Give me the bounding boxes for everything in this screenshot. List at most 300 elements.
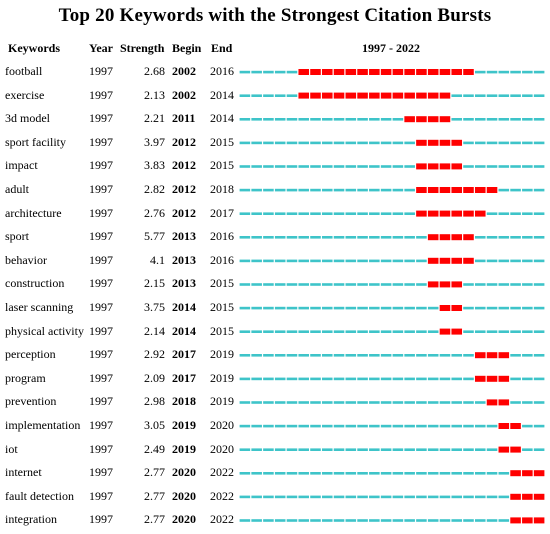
timeline-segment — [404, 401, 415, 404]
year-value: 1997 — [89, 158, 113, 173]
burst-segment — [499, 376, 510, 382]
timeline-segment — [416, 401, 427, 404]
timeline-segment — [322, 354, 333, 357]
timeline-segment — [369, 330, 380, 333]
timeline-segment — [428, 378, 439, 381]
timeline-segment — [287, 472, 298, 475]
year-value: 1997 — [89, 134, 113, 149]
timeline-segment — [381, 212, 392, 215]
burst-segment — [510, 517, 521, 523]
timeline-segment — [487, 330, 498, 333]
burst-segment — [499, 352, 510, 358]
keyword-label: physical activity — [5, 323, 84, 338]
timeline-segment — [510, 71, 521, 74]
burst-segment — [440, 187, 451, 193]
timeline-segment — [310, 283, 321, 286]
timeline-segment — [440, 496, 451, 499]
timeline-segment — [263, 519, 274, 522]
timeline-segment — [499, 94, 510, 97]
timeline-segment — [393, 236, 404, 239]
timeline-segment — [510, 94, 521, 97]
timeline-segment — [475, 330, 486, 333]
end-year: 2020 — [210, 418, 234, 432]
timeline-segment — [251, 260, 262, 263]
timeline-segment — [393, 260, 404, 263]
timeline-segment — [451, 118, 462, 121]
burst-segment — [334, 69, 345, 75]
timeline-segment — [510, 354, 521, 357]
year-value: 1997 — [89, 441, 113, 456]
year-value: 1997 — [89, 182, 113, 196]
timeline-segment — [522, 260, 533, 263]
timeline-segment — [522, 401, 533, 404]
timeline-segment — [499, 165, 510, 168]
burst-segment — [334, 93, 345, 99]
strength-value: 2.92 — [144, 347, 165, 362]
timeline-segment — [381, 260, 392, 263]
timeline-segment — [287, 118, 298, 121]
timeline-segment — [346, 236, 357, 239]
end-year: 2022 — [210, 488, 234, 503]
timeline-segment — [381, 142, 392, 145]
timeline-segment — [240, 94, 251, 97]
burst-segment — [369, 69, 380, 75]
timeline-segment — [240, 142, 251, 145]
timeline-segment — [534, 354, 545, 357]
strength-value: 2.98 — [144, 394, 165, 409]
end-year: 2015 — [210, 300, 234, 314]
timeline-segment — [381, 448, 392, 451]
keyword-label: prevention — [5, 394, 57, 409]
keyword-label: perception — [5, 347, 56, 362]
timeline-segment — [499, 142, 510, 145]
timeline-segment — [487, 496, 498, 499]
timeline-segment — [428, 401, 439, 404]
timeline-segment — [334, 425, 345, 428]
keyword-label: adult — [5, 182, 29, 196]
timeline-segment — [369, 448, 380, 451]
timeline-segment — [334, 189, 345, 192]
timeline-segment — [499, 283, 510, 286]
header-timeline-range: 1997 - 2022 — [362, 41, 420, 55]
timeline-segment — [322, 260, 333, 263]
timeline-segment — [534, 236, 545, 239]
strength-value: 2.77 — [144, 512, 165, 527]
timeline-segment — [487, 307, 498, 310]
timeline-segment — [287, 378, 298, 381]
timeline-segment — [416, 330, 427, 333]
burst-segment — [416, 93, 427, 99]
timeline-segment — [416, 425, 427, 428]
keyword-label: fault detection — [5, 488, 74, 503]
timeline-segment — [381, 472, 392, 475]
timeline-segment — [275, 448, 286, 451]
keyword-label: integration — [5, 512, 57, 527]
timeline-segment — [263, 401, 274, 404]
timeline-segment — [522, 425, 533, 428]
timeline-segment — [534, 283, 545, 286]
burst-segment — [451, 140, 462, 146]
timeline-segment — [534, 330, 545, 333]
timeline-segment — [534, 142, 545, 145]
timeline-segment — [334, 496, 345, 499]
timeline-segment — [275, 260, 286, 263]
timeline-segment — [369, 354, 380, 357]
timeline-segment — [298, 472, 309, 475]
timeline-segment — [263, 142, 274, 145]
year-value: 1997 — [89, 394, 113, 409]
timeline-segment — [275, 283, 286, 286]
timeline-segment — [346, 519, 357, 522]
burst-segment — [475, 352, 486, 358]
timeline-segment — [369, 118, 380, 121]
header-year: Year — [89, 41, 113, 55]
timeline-segment — [357, 330, 368, 333]
timeline-segment — [334, 118, 345, 121]
begin-year: 2018 — [172, 394, 196, 409]
timeline-segment — [487, 212, 498, 215]
timeline-segment — [499, 212, 510, 215]
timeline-segment — [510, 165, 521, 168]
burst-segment — [451, 329, 462, 335]
timeline-segment — [251, 283, 262, 286]
timeline-segment — [463, 519, 474, 522]
keyword-label: impact — [5, 158, 38, 173]
timeline-segment — [275, 165, 286, 168]
timeline-segment — [322, 496, 333, 499]
timeline-segment — [463, 378, 474, 381]
timeline-segment — [334, 401, 345, 404]
timeline-segment — [522, 307, 533, 310]
timeline-segment — [475, 71, 486, 74]
end-year: 2015 — [210, 276, 234, 291]
timeline-segment — [440, 472, 451, 475]
begin-year: 2020 — [172, 488, 196, 503]
timeline-segment — [510, 118, 521, 121]
timeline-segment — [522, 448, 533, 451]
timeline-segment — [346, 354, 357, 357]
timeline-segment — [475, 448, 486, 451]
timeline-segment — [240, 307, 251, 310]
timeline-segment — [346, 448, 357, 451]
timeline-segment — [251, 94, 262, 97]
timeline-segment — [251, 401, 262, 404]
timeline-segment — [275, 425, 286, 428]
burst-segment — [381, 93, 392, 99]
end-year: 2022 — [210, 512, 234, 527]
keyword-label: sport — [5, 229, 29, 244]
burst-segment — [428, 93, 439, 99]
timeline-segment — [298, 283, 309, 286]
burst-segment — [416, 187, 427, 193]
timeline-segment — [322, 401, 333, 404]
timeline-segment — [404, 307, 415, 310]
timeline-segment — [240, 283, 251, 286]
strength-value: 2.13 — [144, 87, 165, 102]
timeline-segment — [263, 378, 274, 381]
timeline-segment — [263, 448, 274, 451]
year-value: 1997 — [89, 512, 113, 527]
strength-value: 5.77 — [144, 229, 165, 244]
end-year: 2020 — [210, 441, 234, 456]
burst-segment — [487, 399, 498, 405]
timeline-segment — [287, 71, 298, 74]
end-year: 2016 — [210, 229, 234, 244]
burst-segment — [463, 234, 474, 240]
timeline-segment — [334, 378, 345, 381]
timeline-segment — [357, 378, 368, 381]
timeline-segment — [487, 142, 498, 145]
timeline-segment — [251, 307, 262, 310]
timeline-segment — [499, 472, 510, 475]
keyword-label: program — [5, 370, 46, 385]
timeline-segment — [240, 425, 251, 428]
burst-segment — [393, 69, 404, 75]
timeline-segment — [522, 165, 533, 168]
timeline-segment — [451, 496, 462, 499]
timeline-segment — [240, 236, 251, 239]
burst-segment — [451, 305, 462, 311]
timeline-segment — [357, 189, 368, 192]
timeline-segment — [346, 142, 357, 145]
timeline-segment — [522, 71, 533, 74]
timeline-segment — [251, 118, 262, 121]
burst-segment — [440, 140, 451, 146]
timeline-segment — [251, 330, 262, 333]
timeline-segment — [510, 212, 521, 215]
timeline-segment — [451, 472, 462, 475]
keyword-label: sport facility — [5, 134, 66, 149]
burst-segment — [298, 69, 309, 75]
burst-segment — [404, 116, 415, 122]
timeline-segment — [298, 212, 309, 215]
timeline-segment — [310, 425, 321, 428]
timeline-segment — [381, 496, 392, 499]
timeline-segment — [298, 354, 309, 357]
timeline-segment — [393, 519, 404, 522]
timeline-segment — [334, 330, 345, 333]
year-value: 1997 — [89, 418, 113, 432]
timeline-segment — [499, 236, 510, 239]
timeline-segment — [416, 448, 427, 451]
timeline-segment — [404, 212, 415, 215]
timeline-segment — [298, 330, 309, 333]
timeline-segment — [263, 189, 274, 192]
burst-segment — [510, 447, 521, 453]
timeline-segment — [487, 283, 498, 286]
timeline-segment — [463, 472, 474, 475]
end-year: 2015 — [210, 134, 234, 149]
burst-segment — [428, 187, 439, 193]
timeline-segment — [275, 378, 286, 381]
burst-segment — [322, 69, 333, 75]
timeline-segment — [463, 496, 474, 499]
timeline-segment — [393, 496, 404, 499]
timeline-segment — [287, 94, 298, 97]
timeline-segment — [499, 118, 510, 121]
timeline-segment — [404, 448, 415, 451]
timeline-segment — [310, 189, 321, 192]
timeline-segment — [404, 236, 415, 239]
timeline-segment — [475, 472, 486, 475]
timeline-segment — [310, 142, 321, 145]
timeline-segment — [251, 142, 262, 145]
timeline-segment — [475, 519, 486, 522]
timeline-segment — [346, 260, 357, 263]
timeline-segment — [251, 472, 262, 475]
burst-segment — [428, 258, 439, 264]
timeline-segment — [416, 283, 427, 286]
timeline-segment — [322, 189, 333, 192]
timeline-segment — [440, 448, 451, 451]
timeline-segment — [263, 71, 274, 74]
timeline-segment — [428, 496, 439, 499]
begin-year: 2020 — [172, 465, 196, 480]
strength-value: 2.21 — [144, 111, 165, 126]
timeline-segment — [393, 425, 404, 428]
timeline-segment — [510, 401, 521, 404]
timeline-segment — [475, 283, 486, 286]
timeline-segment — [251, 519, 262, 522]
end-year: 2018 — [210, 182, 234, 196]
timeline-segment — [357, 519, 368, 522]
burst-segment — [451, 258, 462, 264]
timeline-segment — [393, 472, 404, 475]
timeline-segment — [287, 425, 298, 428]
timeline-segment — [298, 519, 309, 522]
timeline-segment — [404, 330, 415, 333]
timeline-segment — [428, 354, 439, 357]
timeline-segment — [322, 378, 333, 381]
timeline-segment — [487, 236, 498, 239]
timeline-segment — [510, 330, 521, 333]
timeline-segment — [510, 189, 521, 192]
timeline-segment — [393, 118, 404, 121]
strength-value: 2.76 — [144, 205, 165, 220]
timeline-segment — [369, 236, 380, 239]
timeline-segment — [240, 378, 251, 381]
timeline-segment — [251, 189, 262, 192]
timeline-segment — [310, 378, 321, 381]
timeline-segment — [346, 283, 357, 286]
timeline-segment — [428, 448, 439, 451]
burst-segment — [510, 494, 521, 500]
timeline-segment — [310, 401, 321, 404]
timeline-segment — [357, 425, 368, 428]
burst-segment — [440, 116, 451, 122]
timeline-segment — [463, 330, 474, 333]
timeline-segment — [275, 472, 286, 475]
timeline-segment — [275, 496, 286, 499]
timeline-segment — [298, 142, 309, 145]
timeline-segment — [404, 425, 415, 428]
burst-segment — [522, 517, 533, 523]
burst-segment — [416, 140, 427, 146]
burst-segment — [404, 93, 415, 99]
timeline-segment — [298, 378, 309, 381]
timeline-segment — [322, 283, 333, 286]
header-strength: Strength — [120, 41, 165, 55]
timeline-segment — [322, 448, 333, 451]
burst-segment — [510, 423, 521, 429]
end-year: 2015 — [210, 158, 234, 173]
burst-segment — [463, 69, 474, 75]
timeline-segment — [275, 354, 286, 357]
timeline-segment — [381, 425, 392, 428]
burst-segment — [440, 93, 451, 99]
timeline-segment — [369, 212, 380, 215]
timeline-segment — [487, 519, 498, 522]
timeline-segment — [263, 307, 274, 310]
burst-segment — [440, 329, 451, 335]
burst-segment — [428, 211, 439, 217]
timeline-segment — [251, 496, 262, 499]
strength-value: 2.49 — [144, 441, 165, 456]
timeline-segment — [275, 189, 286, 192]
timeline-segment — [428, 519, 439, 522]
timeline-segment — [463, 401, 474, 404]
timeline-segment — [275, 236, 286, 239]
burst-segment — [463, 258, 474, 264]
timeline-segment — [322, 236, 333, 239]
burst-segment — [522, 494, 533, 500]
burst-segment — [440, 281, 451, 287]
timeline-segment — [499, 330, 510, 333]
begin-year: 2017 — [172, 370, 196, 385]
strength-value: 2.77 — [144, 465, 165, 480]
timeline-segment — [287, 330, 298, 333]
timeline-segment — [275, 330, 286, 333]
timeline-segment — [369, 472, 380, 475]
timeline-segment — [334, 519, 345, 522]
timeline-segment — [310, 472, 321, 475]
timeline-segment — [522, 142, 533, 145]
timeline-segment — [346, 189, 357, 192]
timeline-segment — [381, 401, 392, 404]
strength-value: 4.1 — [150, 252, 165, 267]
burst-segment — [534, 470, 545, 476]
timeline-segment — [463, 448, 474, 451]
timeline-segment — [393, 378, 404, 381]
timeline-segment — [240, 212, 251, 215]
burst-segment — [451, 211, 462, 217]
timeline-segment — [393, 448, 404, 451]
timeline-segment — [522, 354, 533, 357]
end-year: 2022 — [210, 465, 234, 480]
timeline-segment — [463, 354, 474, 357]
begin-year: 2012 — [172, 158, 196, 173]
timeline-segment — [310, 165, 321, 168]
timeline-segment — [240, 260, 251, 263]
timeline-segment — [416, 236, 427, 239]
timeline-segment — [357, 212, 368, 215]
timeline-segment — [369, 519, 380, 522]
end-year: 2017 — [210, 205, 234, 220]
timeline-segment — [310, 496, 321, 499]
burst-segment — [475, 187, 486, 193]
timeline-segment — [263, 425, 274, 428]
begin-year: 2002 — [172, 87, 196, 102]
timeline-segment — [310, 236, 321, 239]
timeline-segment — [534, 260, 545, 263]
burst-segment — [393, 93, 404, 99]
strength-value: 3.83 — [144, 158, 165, 173]
timeline-segment — [487, 260, 498, 263]
timeline-segment — [522, 212, 533, 215]
timeline-segment — [275, 142, 286, 145]
timeline-segment — [298, 307, 309, 310]
timeline-segment — [428, 307, 439, 310]
